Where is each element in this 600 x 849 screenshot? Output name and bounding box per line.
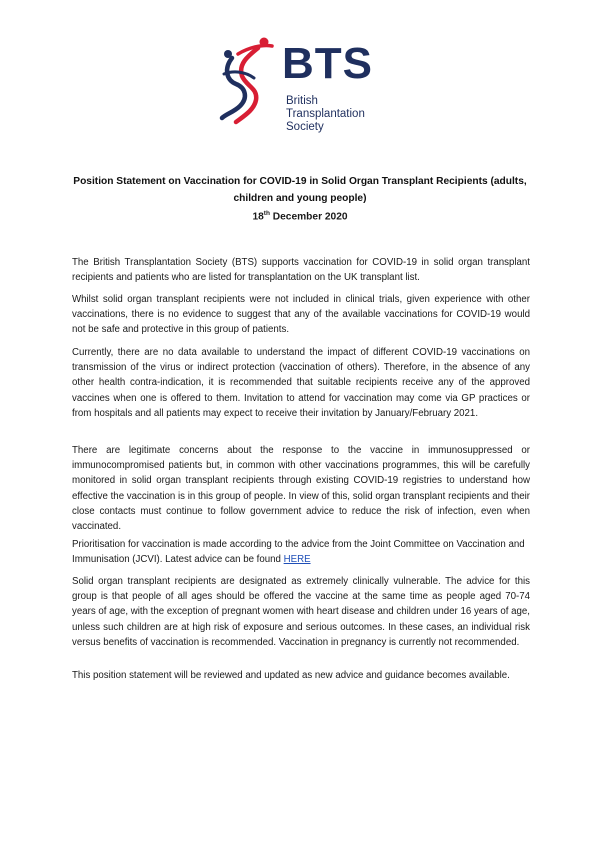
paragraph-text: Solid organ transplant recipients are designated as extremely clinically vulnerable. The advice for this group is that people of all ages should be offered the vaccine at the same time as people aged 70-74 years of age, with the exception of pregnant women with heart disease and children under 16 years of age, unless such children are at high risk of exposure and serious outcomes. In these cases, an individual risk versus benefits of vaccination is recommended. Vaccination in pregnancy is currently not recommended. xyxy=(72,576,530,648)
paragraph xyxy=(72,292,530,338)
document-title: Position Statement on Vaccination for COVID-19 in Solid Organ Transplant Recipients (adults, children and young people) xyxy=(73,176,527,204)
jcvi-text: Prioritisation for vaccination is made according to the advice from the Joint Committee on Vaccination and Immunisation (JCVI). Latest advice can be found xyxy=(72,539,525,566)
paragraph-text: The British Transplantation Society (BTS) supports vaccination for COVID-19 in solid organ transplant recipients and patients who are listed for transplantation on the UK transplant list. xyxy=(72,257,530,284)
paragraph xyxy=(72,574,530,650)
bts-figure-icon xyxy=(218,34,288,126)
document-date xyxy=(68,207,532,224)
paragraph xyxy=(72,443,530,534)
bts-logo xyxy=(218,34,388,133)
logo-name-line: Society xyxy=(286,121,324,133)
date-month-year: December 2020 xyxy=(269,211,348,223)
date-suffix: th xyxy=(263,210,270,217)
paragraph-jcvi xyxy=(72,537,530,567)
paragraph-text: Currently, there are no data available to understand the impact of different COVID-19 vaccinations on transmission of the virus or indirect protection (vaccination of others). Therefore, in the absence of any other health contra-indication, it is recommended that suitable recipients receive any of the approved vaccines when one is offered to them. Invitation to attend for vaccination may come via GP practices or from hospitals and all patients may expect to receive their invitation by January/February 2021. xyxy=(72,347,530,419)
paragraph-text: Whilst solid organ transplant recipients were not included in clinical trials, given experience with other vaccinations, there is no evidence to suggest that any of the available vaccinations for COVID-19 would not be safe and protective in this group of patients. xyxy=(72,294,530,336)
paragraph-text: This position statement will be reviewed and updated as new advice and guidance becomes available. xyxy=(72,670,510,681)
paragraph xyxy=(72,255,530,285)
paragraph-text xyxy=(72,537,530,567)
date-day: 18 xyxy=(252,211,264,223)
paragraph-text: There are legitimate concerns about the response to the vaccine in immunosuppressed or immunocompromised patients but, in common with other vaccinations programmes, this will be carefully monitored in solid organ transplant recipients through existing COVID-19 registries to understand how effective the vaccination is in this group of people. In view of this, solid organ transplant recipients and their close contacts must continue to follow government advice to reduce the risk of infection, even when vaccinated. xyxy=(72,445,530,533)
logo-name-line: British xyxy=(286,95,318,107)
paragraph xyxy=(72,345,530,421)
logo-name-line: Transplantation xyxy=(286,108,365,120)
paragraph xyxy=(72,668,530,683)
logo-society-name xyxy=(286,95,396,134)
logo-acronym: BTS xyxy=(282,39,373,88)
jcvi-advice-link[interactable]: HERE xyxy=(283,554,311,566)
